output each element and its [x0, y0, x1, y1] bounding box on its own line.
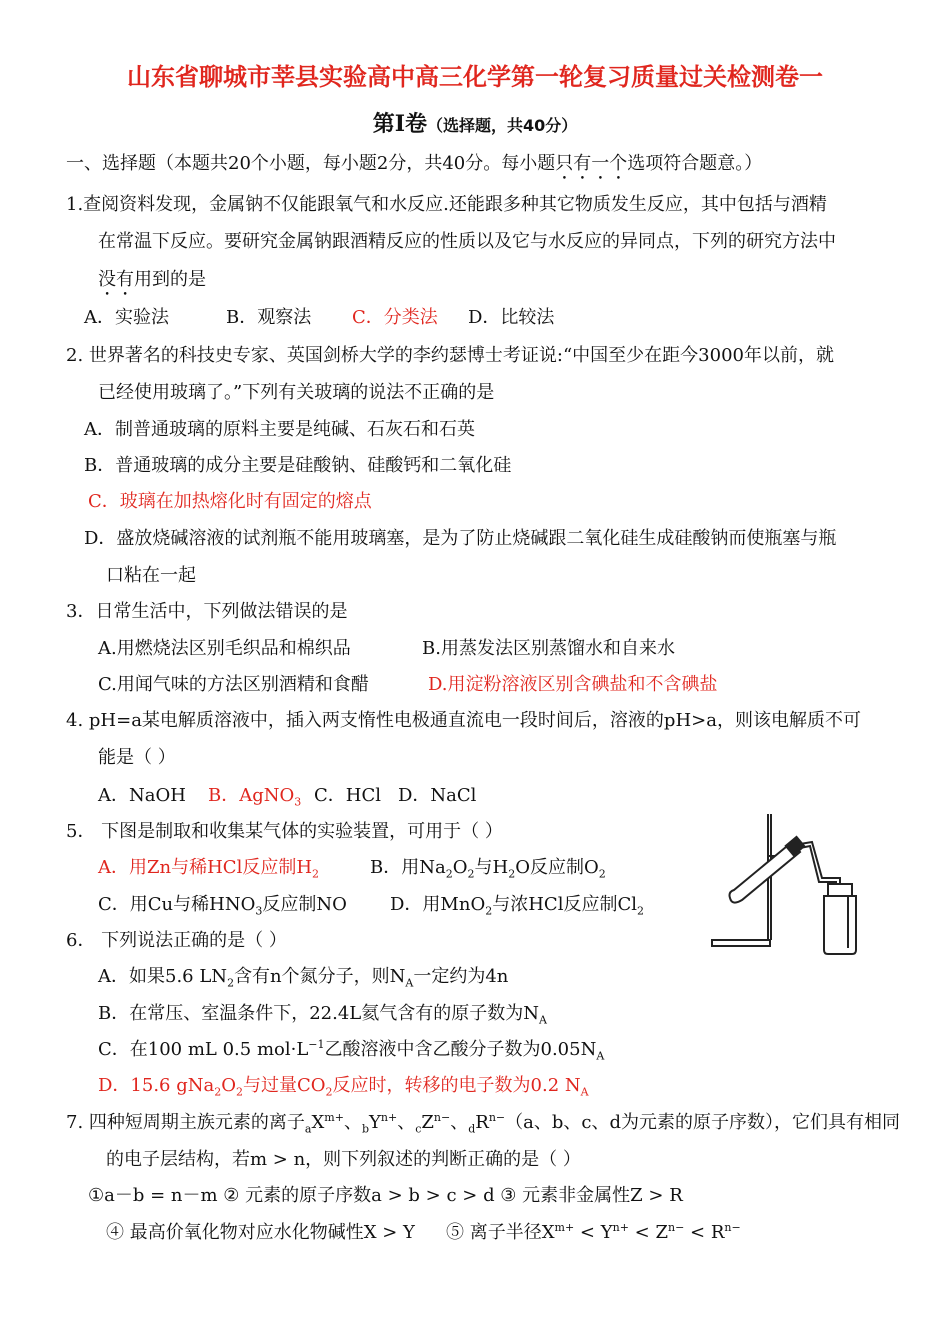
q1-stem-line1: 1.查阅资料发现，金属钠不仅能跟氧气和水反应.还能跟多种其它物质发生反应，其中包括与酒精 — [66, 194, 827, 215]
q6-option-d: D．15.6 $gNa_2O_2$与过量$CO_2$反应时，转移的电子数为0.2 $N_A$ — [98, 1075, 589, 1099]
q5-options-row1 — [98, 856, 606, 880]
volume-note: （选择题，共40分） — [427, 116, 578, 135]
q4-option-b: B．AgNO$_3$ — [208, 785, 302, 809]
q7-statements-4-5 — [106, 1221, 741, 1245]
q7-statement-5: ⑤ 离子半径$X^{m+} < Y^{n+} < Z^{n-} < R^{n-}$ — [446, 1221, 741, 1243]
q2-option-b: B．普通玻璃的成分主要是硅酸钠、硅酸钙和二氧化硅 — [84, 455, 512, 476]
q6-option-c: C．在100 mL 0.5 $mol\cdot L^{-1}$乙酸溶液中含乙酸分子数为$0.05N_A$ — [98, 1038, 605, 1063]
volume-label: 第Ⅰ卷 — [372, 111, 427, 137]
q4-option-d: D．NaCl — [398, 785, 477, 806]
emphasis-only-one: 只有一个 — [555, 153, 628, 174]
q1-option-c: C．分类法 — [352, 307, 438, 328]
q5-option-b: B．用$Na_2O_2$与$H_2O$反应制$O_2$ — [370, 857, 606, 881]
q2-option-c: C．玻璃在加热熔化时有固定的熔点 — [88, 491, 372, 512]
volume-heading — [0, 112, 950, 138]
gas-bottle — [824, 896, 856, 954]
q7-statement-4: ④ 最高价氧化物对应水化物碱性X > Y — [106, 1222, 415, 1243]
q3-option-a: A.用燃烧法区别毛织品和棉织品 — [98, 638, 351, 659]
q4-options — [98, 784, 476, 808]
q3-option-c: C.用闻气味的方法区别酒精和食醋 — [98, 674, 369, 695]
q4-stem-line2: 能是（ ） — [98, 747, 176, 768]
q4-option-a: A．NaOH — [98, 785, 186, 806]
q3-options-row2 — [98, 673, 718, 697]
q6-option-b: B．在常压、室温条件下，22.4L氦气含有的原子数为$N_A$ — [98, 1003, 547, 1027]
q2-stem-line2: 已经使用玻璃了。”下列有关玻璃的说法不正确的是 — [98, 382, 495, 403]
gas-bottle-stopper — [828, 884, 852, 896]
q5-option-d: D．用MnO$_2$与浓HCl反应制$Cl_2$ — [390, 894, 644, 918]
q2-option-d-line2: 口粘在一起 — [106, 565, 196, 586]
q5-option-c: C．用Cu与稀$HNO_3$反应制NO — [98, 894, 347, 918]
q5-stem: 5． 下图是制取和收集某气体的实验装置，可用于（ ） — [66, 821, 503, 842]
q3-stem: 3．日常生活中，下列做法错误的是 — [66, 601, 348, 622]
q7-statements-1-3: ①a－b = n－m ② 元素的原子序数a > b > c > d ③ 元素非金属性Z > R — [88, 1185, 683, 1206]
q7-stem-line1: 7. 四种短周期主族元素的离子$_aX^{m+}$、$_bY^{n+}$、$_cZ^{n-}$、$_dR^{n-}(a$、b、c、d为元素的原子序数），它们具有相同 — [66, 1111, 900, 1136]
q1-option-d: D．比较法 — [468, 307, 555, 328]
section-instruction: 一、选择题（本题共20个小题，每小题2分，共40分。每小题只有一个选项符合题意。） — [66, 153, 763, 174]
q6-option-a: A．如果5.6 $LN_2$含有n个氮分子，则$N_A$一定约为4n — [98, 966, 509, 990]
q5-option-a: A．用Zn与稀HCl反应制$H_2$ — [98, 857, 320, 881]
q4-option-c: C．HCl — [314, 785, 381, 806]
q7-stem-line2: 的电子层结构，若m > n，则下列叙述的判断正确的是（ ） — [106, 1149, 581, 1170]
q1-stem-line3: 没有用到的是 — [98, 269, 206, 290]
q1-option-b: B．观察法 — [226, 307, 312, 328]
stand-base — [712, 940, 770, 946]
gas-apparatus-figure — [700, 808, 870, 958]
emphasis-not: 没有 — [98, 269, 134, 290]
q4-stem-line1: 4. pH=a某电解质溶液中，插入两支惰性电极通直流电一段时间后，溶液的pH>a，则该电解质不可 — [66, 710, 861, 731]
q3-option-d: D.用淀粉溶液区别含碘盐和不含碘盐 — [428, 674, 718, 695]
q2-stem-line1: 2. 世界著名的科技史专家、英国剑桥大学的李约瑟博士考证说:“中国至少在距今3000年以前，就 — [66, 345, 834, 366]
q3-option-b: B.用蒸发法区别蒸馏水和自来水 — [422, 638, 675, 659]
q2-option-d-line1: D．盛放烧碱溶液的试剂瓶不能用玻璃塞，是为了防止烧碱跟二氧化硅生成硅酸钠而使瓶塞与瓶 — [84, 528, 837, 549]
q2-option-a: A．制普通玻璃的原料主要是纯碱、石灰石和石英 — [84, 419, 475, 440]
exam-title: 山东省聊城市莘县实验高中高三化学第一轮复习质量过关检测卷一 — [127, 63, 823, 91]
q1-option-a: A．实验法 — [84, 307, 169, 328]
q1-options — [84, 306, 554, 330]
q1-stem-line2: 在常温下反应。要研究金属钠跟酒精反应的性质以及它与水反应的异同点，下列的研究方法中 — [98, 231, 836, 252]
q6-stem: 6． 下列说法正确的是（ ） — [66, 930, 287, 951]
q3-options-row1 — [98, 637, 675, 661]
q5-options-row2 — [98, 893, 644, 917]
